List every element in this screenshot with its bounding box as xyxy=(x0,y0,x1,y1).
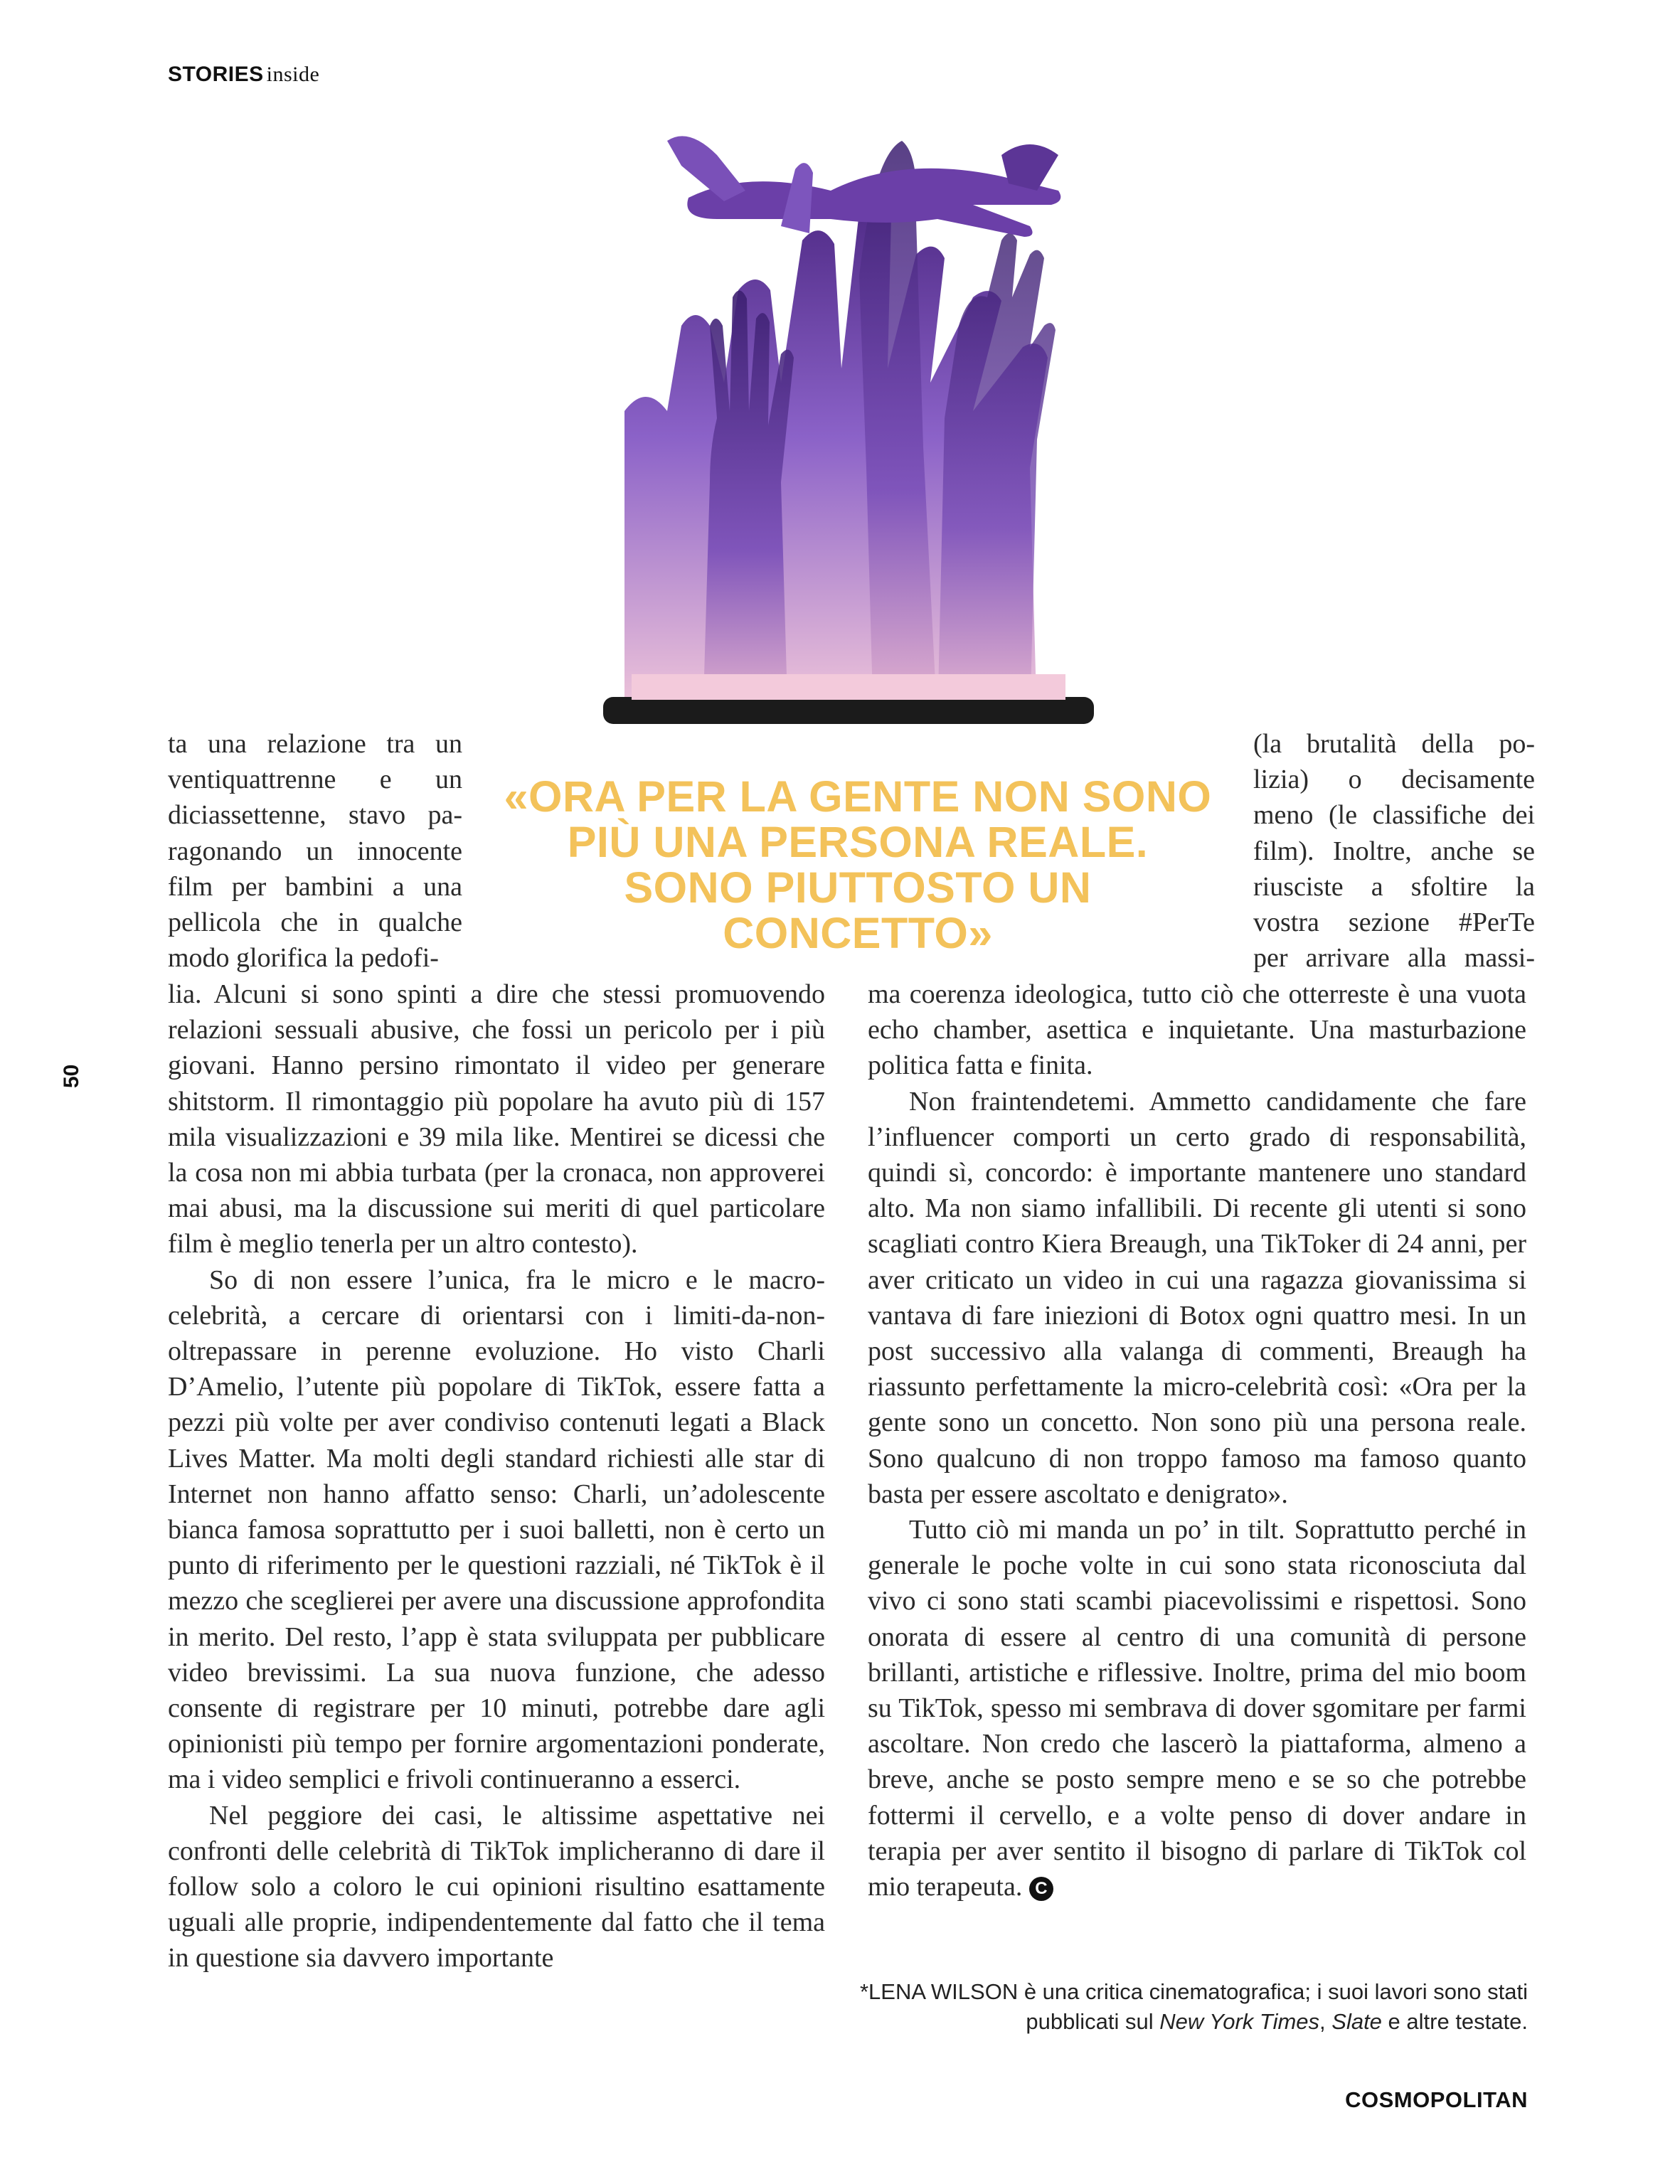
text-line: film per bambini a una xyxy=(168,871,462,902)
pull-quote xyxy=(495,774,1221,956)
author-bio xyxy=(859,1977,1528,2037)
bio-separator: , xyxy=(1319,2009,1332,2034)
text-line: modo glorifica la pedofi- xyxy=(168,943,439,974)
text-line: ventiquattrenne e un xyxy=(168,765,462,795)
text-line: ta una relazione tra un xyxy=(168,729,462,759)
bio-text: e altre testate. xyxy=(1381,2009,1528,2034)
end-of-article-icon: C xyxy=(1029,1877,1053,1901)
paragraph: lia. Alcuni si sono spinti a dire che stessi promuovendo relazioni sessuali abusive, che fossi un pericolo per i più giovani. Hanno persino rimontato il video per generare shitstorm. Il rimontaggio più popolare ha avuto più di 157 mila visualizzazioni e 39 mila like. Mentirei se dicessi che la cosa non mi abbia turbata (per la cronaca, non approverei mai abusi, ma la discussione sui meriti di quel particolare film è meglio tenerla per un altro contesto). xyxy=(168,979,825,1259)
magazine-name: COSMOPOLITAN xyxy=(1345,2087,1528,2112)
bio-publication: New York Times xyxy=(1159,2009,1320,2034)
text-line: lizia) o decisamente xyxy=(1253,765,1535,795)
text-line: film). Inoltre, anche se xyxy=(1253,836,1535,866)
text-line: pellicola che in qualche xyxy=(168,907,462,938)
page-number: 50 xyxy=(60,1064,83,1088)
left-top-wrap xyxy=(168,726,462,976)
paragraph xyxy=(868,1512,1526,1905)
pull-quote-line: PIÙ UNA PERSONA REALE. xyxy=(567,818,1149,866)
text-line: diciassettenne, stavo pa- xyxy=(168,800,462,831)
raised-hands-illustration xyxy=(603,112,1094,724)
text-line: per arrivare alla massi- xyxy=(1253,943,1535,974)
section-header xyxy=(168,63,319,87)
section-subtitle: inside xyxy=(266,63,320,86)
bio-text: *LENA WILSON è una critica cinematografica; i suoi lavori sono stati pubblicati sul xyxy=(859,1979,1528,2034)
text-line: riusciste a sfoltire la xyxy=(1253,871,1535,902)
text-line: ragonando un innocente xyxy=(168,836,462,866)
text-line: (la brutalità della po- xyxy=(1253,729,1535,759)
pull-quote-line: SONO PIUTTOSTO UN CONCETTO» xyxy=(624,863,1092,957)
paragraph: Non fraintendetemi. Ammetto candidamente che fare l’influencer comporti un certo grado di responsabilità, quindi sì, concordo: è importante mantenere uno standard alto. Ma non siamo infallibili. Di recente gli utenti si sono scagliati contro Kiera Breaugh, una TikToker di 24 anni, per aver criticato un video in cui una ragazza giovanissima si vantava di fare iniezioni di Botox ogni quattro mesi. In un post successivo alla valanga di commenti, Breaugh ha riassunto perfettamente la micro-celebrità così: «Ora per la gente sono un concetto. Non sono più una persona reale. Sono qualcuno di non troppo famoso ma famoso quanto basta per essere ascoltato e denigrato». xyxy=(868,1086,1526,1509)
bio-publication: Slate xyxy=(1331,2009,1382,2034)
paragraph: Nel peggiore dei casi, le altissime aspettative nei confronti delle celebrità di TikTok implicheranno di dare il follow solo a coloro le cui opinioni risultino esattamente uguali alle proprie, indipendentemente dal fatto che il tema in questione sia davvero importante xyxy=(168,1800,825,1973)
pull-quote-line: «ORA PER LA GENTE NON SONO xyxy=(504,772,1212,821)
paragraph: ma coerenza ideologica, tutto ciò che otterreste è una vuota echo chamber, asettica e inquietante. Una masturbazione politica fatta e finita. xyxy=(868,979,1526,1081)
text-line: meno (le classifiche dei xyxy=(1253,800,1535,831)
section-title: STORIES xyxy=(168,63,264,86)
paragraph-text: Tutto ciò mi manda un po’ in tilt. Soprattutto perché in generale le poche volte in cui sono stata riconosciuta dal vivo ci sono stati scambi piacevolissimi e rispettosi. Sono onorata di essere al centro di una comunità di persone brillanti, artistiche e riflessive. Inoltre, prima del mio boom su TikTok, spesso mi sembrava di dover sgomitare per farmi ascoltare. Non credo che lascerò la piattaforma, almeno a breve, anche se posto sempre meno e se so che potrebbe fottermi il cervello, e a volte penso di dover andare in terapia per aver sentito il bisogno di parlare di TikTok col mio terapeuta. xyxy=(868,1515,1526,1902)
paragraph: So di non essere l’unica, fra le micro e le macro-celebrità, a cercare di orientarsi con i limiti-da-non-oltrepassare in perenne evoluzione. Ho visto Charli D’Amelio, l’utente più popolare di TikTok, essere fatta a pezzi più volte per aver condiviso contenuti legati a Black Lives Matter. Ma molti degli standard richiesti alle star di Internet non hanno affatto senso: Charli, un’adolescente bianca famosa soprattutto per i suoi balletti, non è certo un punto di riferimento per le questioni razziali, né TikTok è il mezzo che sceglierei per avere una discussione approfondita in merito. Del resto, l’app è stata sviluppata per pubblicare video brevissimi. La sua nuova funzione, che adesso consente di registrare per 10 minuti, potrebbe dare agli opinionisti più tempo per fornire argomentazioni ponderate, ma i video semplici e frivoli continueranno a esserci. xyxy=(168,1264,825,1795)
text-line: vostra sezione #PerTe xyxy=(1253,907,1535,938)
right-top-wrap xyxy=(1253,726,1535,976)
left-column xyxy=(168,976,825,1976)
right-column xyxy=(868,976,1526,1905)
